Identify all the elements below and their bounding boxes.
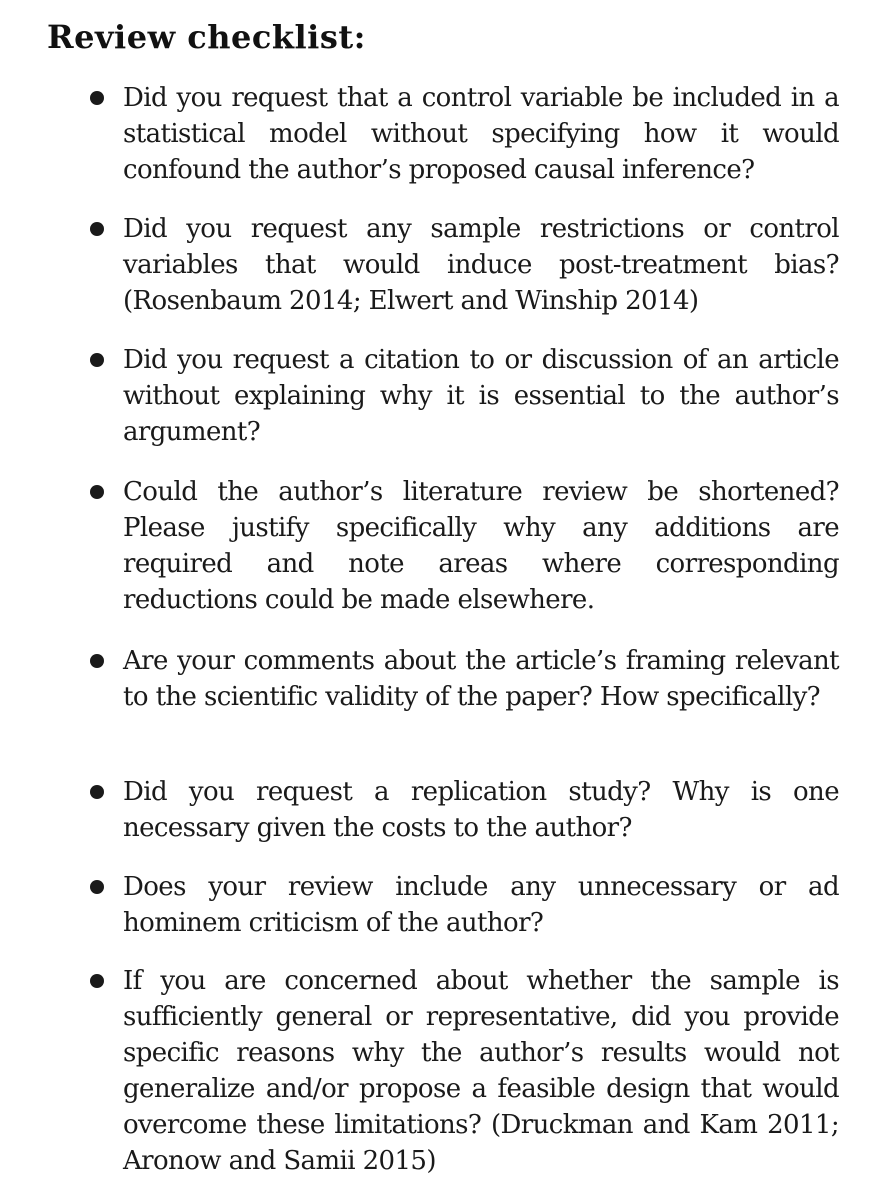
checklist-item-text: Did you request that a control variable be included in a statistical model without specifying how it would confound the author’s proposed causal inference? <box>123 83 839 185</box>
checklist-item-text: If you are concerned about whether the sample is sufficiently general or representative, did you provide specific reasons why the author’s results would not generalize and/or propose a feasible design that would overcome these limitations? (Druckman and Kam 2011; Aronow and Samii 2015) <box>123 966 839 1176</box>
checklist-item-text: Did you request a citation to or discussion of an article without explaining why it is essential to the author’s argument? <box>123 345 839 447</box>
checklist-item-text: Are your comments about the article’s framing relevant to the scientific validity of the paper? How specifically? <box>123 646 839 712</box>
checklist-heading: Review checklist: <box>47 18 366 56</box>
checklist-item-text: Did you request a replication study? Why is one necessary given the costs to the author? <box>123 777 839 843</box>
bullet-icon <box>90 353 104 367</box>
checklist-item-text: Could the author’s literature review be shortened? Please justify specifically why any additions are required and note areas where corresponding reductions could be made elsewhere. <box>123 477 839 615</box>
checklist-item-text: Does your review include any unnecessary or ad hominem criticism of the author? <box>123 872 839 938</box>
bullet-icon <box>90 485 104 499</box>
bullet-icon <box>90 654 104 668</box>
bullet-icon <box>90 785 104 799</box>
bullet-icon <box>90 974 104 988</box>
bullet-icon <box>90 91 104 105</box>
bullet-icon <box>90 880 104 894</box>
checklist-item-text: Did you request any sample restrictions or control variables that would induce post-treatment bias? (Rosenbaum 2014; Elwert and Winship 2014) <box>123 214 839 316</box>
bullet-icon <box>90 222 104 236</box>
